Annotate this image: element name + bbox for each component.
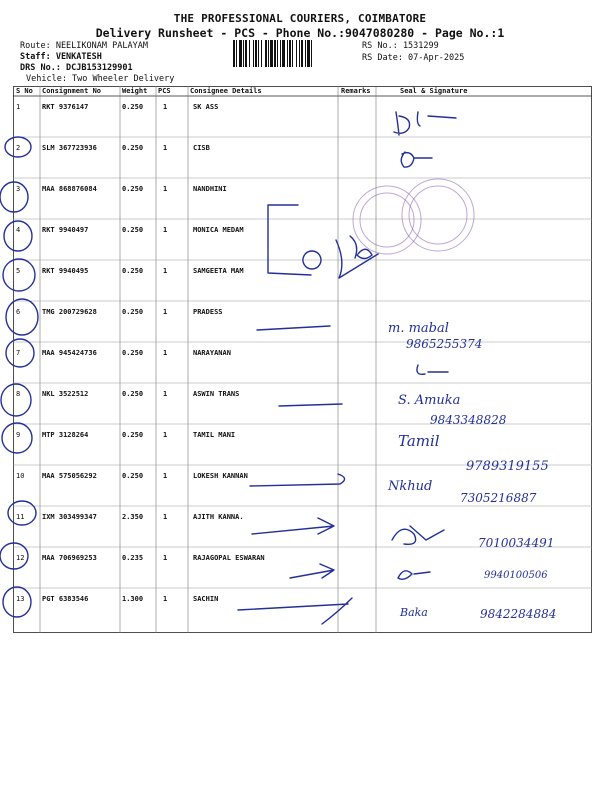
row-consignee: LOKESH KANNAN bbox=[193, 472, 248, 480]
row-pcs: 1 bbox=[163, 390, 168, 398]
header-consignment: Consignment No bbox=[42, 87, 102, 95]
rs-number: RS No.: 1531299 bbox=[362, 41, 439, 51]
row-weight: 1.300 bbox=[122, 595, 144, 603]
row-consignee: PRADESS bbox=[193, 308, 223, 316]
page-title: THE PROFESSIONAL COURIERS, COIMBATORE bbox=[173, 12, 427, 25]
row-consignee: TAMIL MANI bbox=[193, 431, 236, 439]
row-weight: 0.250 bbox=[122, 349, 144, 357]
row-consignee: ASWIN TRANS bbox=[193, 390, 240, 398]
barcode bbox=[233, 40, 353, 67]
staff-label: Staff: VENKATESH bbox=[20, 52, 102, 62]
row-consignment: TMG 200729628 bbox=[42, 308, 97, 316]
header-weight: Weight bbox=[122, 87, 148, 95]
row-consignment: PGT 6383546 bbox=[42, 595, 89, 603]
row-sno: 11 bbox=[16, 513, 25, 521]
row-sno: 13 bbox=[16, 595, 25, 603]
row-sno: 12 bbox=[16, 554, 25, 562]
row-pcs: 1 bbox=[163, 513, 168, 521]
row-consignment: MTP 3128264 bbox=[42, 431, 89, 439]
row-consignment: MAA 868876084 bbox=[42, 185, 97, 193]
route-label: Route: NEELIKONAM PALAYAM bbox=[20, 41, 148, 51]
row-consignee: SACHIN bbox=[193, 595, 219, 603]
row13-phone: 9842284884 bbox=[480, 607, 557, 621]
row-weight: 2.350 bbox=[122, 513, 144, 521]
row-pcs: 1 bbox=[163, 226, 168, 234]
row-pcs: 1 bbox=[163, 472, 168, 480]
row-weight: 0.250 bbox=[122, 390, 144, 398]
row9-signature: Tamil bbox=[398, 432, 440, 450]
row-pcs: 1 bbox=[163, 267, 168, 275]
row-pcs: 1 bbox=[163, 595, 168, 603]
row10-signature: Nkhud bbox=[388, 479, 433, 494]
header-pcs: PCS bbox=[158, 87, 171, 95]
row-weight: 0.250 bbox=[122, 226, 144, 234]
row11-phone: 7010034491 bbox=[478, 536, 555, 550]
runsheet-table bbox=[13, 86, 592, 633]
drs-number: DRS No.: DCJB153129901 bbox=[20, 63, 133, 73]
vehicle-label: Vehicle: Two Wheeler Delivery bbox=[26, 74, 175, 84]
row-consignee: SAMGEETA MAM bbox=[193, 267, 244, 275]
header-consignee: Consignee Details bbox=[190, 87, 262, 95]
row-consignment: IXM 303499347 bbox=[42, 513, 97, 521]
row-pcs: 1 bbox=[163, 185, 168, 193]
row-weight: 0.250 bbox=[122, 308, 144, 316]
row-weight: 0.250 bbox=[122, 431, 144, 439]
row-sno: 6 bbox=[16, 308, 21, 316]
row12-phone: 9940100506 bbox=[484, 570, 548, 581]
row-weight: 0.235 bbox=[122, 554, 144, 562]
row-pcs: 1 bbox=[163, 144, 168, 152]
row-consignee: SK ASS bbox=[193, 103, 219, 111]
row8-signature: S. Amuka bbox=[398, 393, 461, 408]
row-sno: 1 bbox=[16, 103, 21, 111]
row-weight: 0.250 bbox=[122, 185, 144, 193]
row-consignee: NARAYANAN bbox=[193, 349, 231, 357]
row-pcs: 1 bbox=[163, 308, 168, 316]
row-sno: 2 bbox=[16, 144, 21, 152]
row-weight: 0.250 bbox=[122, 103, 144, 111]
row-consignment: MAA 575056292 bbox=[42, 472, 97, 480]
row-consignment: RKT 9940495 bbox=[42, 267, 89, 275]
row-pcs: 1 bbox=[163, 554, 168, 562]
row-consignment: SLM 367723936 bbox=[42, 144, 97, 152]
row-pcs: 1 bbox=[163, 349, 168, 357]
table-grid bbox=[13, 86, 592, 633]
row-consignment: NKL 3522512 bbox=[42, 390, 89, 398]
header-remarks: Remarks bbox=[341, 87, 371, 95]
row-consignee: RAJAGOPAL ESWARAN bbox=[193, 554, 265, 562]
row-sno: 8 bbox=[16, 390, 21, 398]
row-consignment: RKT 9940497 bbox=[42, 226, 89, 234]
row10-phone: 7305216887 bbox=[460, 491, 537, 505]
row-weight: 0.250 bbox=[122, 144, 144, 152]
row-consignee: CISB bbox=[193, 144, 210, 152]
row-weight: 0.250 bbox=[122, 472, 144, 480]
row9-phone: 9789319155 bbox=[466, 459, 549, 474]
header-seal-signature: Seal & Signature bbox=[400, 87, 468, 95]
row-sno: 9 bbox=[16, 431, 21, 439]
row6-phone: 9865255374 bbox=[406, 337, 483, 351]
row6-signature: m. mabal bbox=[388, 321, 449, 336]
row-consignee: AJITH KANNA. bbox=[193, 513, 244, 521]
row-sno: 5 bbox=[16, 267, 21, 275]
row-sno: 7 bbox=[16, 349, 21, 357]
row8-phone: 9843348828 bbox=[430, 413, 507, 427]
row-consignment: MAA 706969253 bbox=[42, 554, 97, 562]
row-consignment: MAA 945424736 bbox=[42, 349, 97, 357]
row-sno: 10 bbox=[16, 472, 25, 480]
row-consignee: NANDHINI bbox=[193, 185, 227, 193]
row-weight: 0.250 bbox=[122, 267, 144, 275]
row-pcs: 1 bbox=[163, 103, 168, 111]
row-consignee: MONICA MEDAM bbox=[193, 226, 244, 234]
rs-date: RS Date: 07-Apr-2025 bbox=[362, 53, 465, 63]
page-subtitle: Delivery Runsheet - PCS - Phone No.:9047080280 - Page No.:1 bbox=[95, 26, 505, 40]
header-sno: S No bbox=[16, 87, 33, 95]
row-sno: 4 bbox=[16, 226, 21, 234]
row-pcs: 1 bbox=[163, 431, 168, 439]
row13-signature: Baka bbox=[400, 606, 428, 619]
row-consignment: RKT 9376147 bbox=[42, 103, 89, 111]
row-sno: 3 bbox=[16, 185, 21, 193]
